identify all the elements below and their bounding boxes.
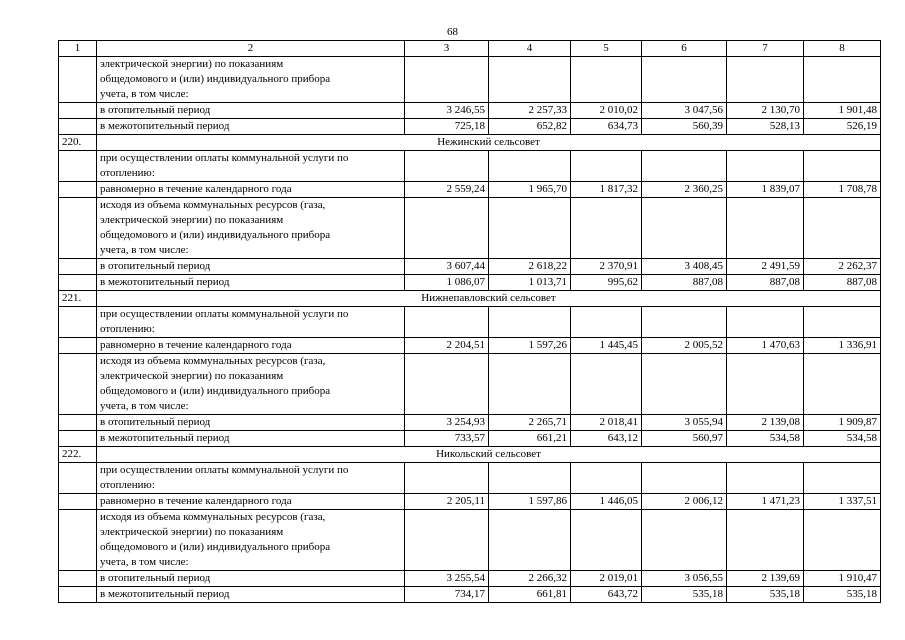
empty-cell	[727, 151, 804, 182]
empty-cell	[727, 510, 804, 571]
index-cell	[59, 57, 97, 103]
empty-cell	[489, 57, 571, 103]
description-line: общедомового и (или) индивидуального прибора	[100, 229, 331, 241]
index-cell	[59, 338, 97, 354]
index-cell	[59, 463, 97, 494]
empty-cell	[405, 307, 489, 338]
value-cell: 1 470,63	[727, 338, 804, 354]
index-cell	[59, 510, 97, 571]
value-cell: 535,18	[642, 587, 727, 603]
value-cell: 725,18	[405, 119, 489, 135]
row-label: в межотопительный период	[97, 431, 405, 447]
description-line: учета, в том числе:	[100, 244, 189, 256]
value-cell: 1 013,71	[489, 275, 571, 291]
description-cell	[97, 198, 405, 259]
description-line: общедомового и (или) индивидуального прибора	[100, 73, 331, 85]
index-cell	[59, 198, 97, 259]
column-header: 4	[489, 41, 571, 57]
value-cell: 2 006,12	[642, 494, 727, 510]
table-row	[59, 415, 881, 431]
row-label: равномерно в течение календарного года	[97, 338, 405, 354]
index-cell	[59, 119, 97, 135]
empty-cell	[489, 463, 571, 494]
empty-cell	[727, 57, 804, 103]
value-cell: 3 056,55	[642, 571, 727, 587]
value-cell: 1 901,48	[804, 103, 881, 119]
empty-cell	[571, 463, 642, 494]
value-cell: 3 255,54	[405, 571, 489, 587]
empty-cell	[489, 307, 571, 338]
table-row	[59, 259, 881, 275]
table-row	[59, 571, 881, 587]
index-cell	[59, 587, 97, 603]
row-label: в отопительный период	[97, 259, 405, 275]
value-cell: 1 965,70	[489, 182, 571, 198]
table-row	[59, 431, 881, 447]
value-cell: 560,39	[642, 119, 727, 135]
table-row	[59, 275, 881, 291]
value-cell: 1 910,47	[804, 571, 881, 587]
value-cell: 1 337,51	[804, 494, 881, 510]
value-cell: 887,08	[727, 275, 804, 291]
header-row	[59, 41, 881, 57]
value-cell: 2 139,69	[727, 571, 804, 587]
row-label: в межотопительный период	[97, 275, 405, 291]
section-row	[59, 135, 881, 151]
column-header: 7	[727, 41, 804, 57]
value-cell: 2 005,52	[642, 338, 727, 354]
table-row	[59, 354, 881, 415]
index-cell	[59, 103, 97, 119]
index-cell	[59, 494, 97, 510]
empty-cell	[642, 463, 727, 494]
empty-cell	[642, 307, 727, 338]
value-cell: 2 205,11	[405, 494, 489, 510]
value-cell: 2 265,71	[489, 415, 571, 431]
description-line: учета, в том числе:	[100, 556, 189, 568]
description-line: электрической энергии) по показаниям	[100, 370, 284, 382]
row-label: в отопительный период	[97, 415, 405, 431]
column-header: 6	[642, 41, 727, 57]
value-cell: 2 491,59	[727, 259, 804, 275]
index-cell	[59, 182, 97, 198]
description-line: исходя из объема коммунальных ресурсов (газа,	[100, 355, 326, 367]
value-cell: 534,58	[804, 431, 881, 447]
value-cell: 3 246,55	[405, 103, 489, 119]
value-cell: 3 607,44	[405, 259, 489, 275]
empty-cell	[489, 354, 571, 415]
description-cell	[97, 510, 405, 571]
index-cell	[59, 259, 97, 275]
empty-cell	[804, 354, 881, 415]
empty-cell	[804, 198, 881, 259]
table-row	[59, 307, 881, 338]
description-line: учета, в том числе:	[100, 88, 189, 100]
empty-cell	[642, 57, 727, 103]
table-body	[59, 41, 881, 603]
value-cell: 661,21	[489, 431, 571, 447]
value-cell: 2 262,37	[804, 259, 881, 275]
row-label: в отопительный период	[97, 571, 405, 587]
empty-cell	[804, 307, 881, 338]
empty-cell	[489, 510, 571, 571]
description-line: отоплению:	[100, 323, 155, 335]
empty-cell	[642, 510, 727, 571]
column-header: 1	[59, 41, 97, 57]
row-label: в межотопительный период	[97, 587, 405, 603]
empty-cell	[727, 354, 804, 415]
value-cell: 643,72	[571, 587, 642, 603]
value-cell: 1 708,78	[804, 182, 881, 198]
description-line: при осуществлении оплаты коммунальной услуги по	[100, 152, 349, 164]
table-row	[59, 463, 881, 494]
empty-cell	[571, 510, 642, 571]
description-line: электрической энергии) по показаниям	[100, 58, 284, 70]
empty-cell	[727, 198, 804, 259]
row-index: 222.	[59, 447, 97, 463]
column-header: 3	[405, 41, 489, 57]
empty-cell	[804, 510, 881, 571]
description-line: электрической энергии) по показаниям	[100, 214, 284, 226]
table-row	[59, 103, 881, 119]
value-cell: 526,19	[804, 119, 881, 135]
section-row	[59, 291, 881, 307]
description-line: отоплению:	[100, 479, 155, 491]
value-cell: 1 086,07	[405, 275, 489, 291]
value-cell: 2 019,01	[571, 571, 642, 587]
value-cell: 2 139,08	[727, 415, 804, 431]
value-cell: 2 018,41	[571, 415, 642, 431]
index-cell	[59, 151, 97, 182]
empty-cell	[571, 57, 642, 103]
value-cell: 2 370,91	[571, 259, 642, 275]
description-cell	[97, 354, 405, 415]
empty-cell	[571, 307, 642, 338]
empty-cell	[405, 510, 489, 571]
value-cell: 534,58	[727, 431, 804, 447]
row-label: в межотопительный период	[97, 119, 405, 135]
description-line: общедомового и (или) индивидуального прибора	[100, 385, 331, 397]
value-cell: 3 047,56	[642, 103, 727, 119]
page-number: 68	[447, 26, 458, 38]
value-cell: 661,81	[489, 587, 571, 603]
value-cell: 652,82	[489, 119, 571, 135]
value-cell: 3 408,45	[642, 259, 727, 275]
row-label: равномерно в течение календарного года	[97, 182, 405, 198]
empty-cell	[642, 151, 727, 182]
value-cell: 634,73	[571, 119, 642, 135]
table-row	[59, 57, 881, 103]
value-cell: 733,57	[405, 431, 489, 447]
value-cell: 1 446,05	[571, 494, 642, 510]
table-row	[59, 338, 881, 354]
empty-cell	[804, 151, 881, 182]
column-header: 5	[571, 41, 642, 57]
value-cell: 887,08	[804, 275, 881, 291]
description-line: при осуществлении оплаты коммунальной услуги по	[100, 308, 349, 320]
description-cell	[97, 151, 405, 182]
section-title: Нежинский сельсовет	[97, 135, 881, 151]
column-header: 2	[97, 41, 405, 57]
index-cell	[59, 415, 97, 431]
value-cell: 1 471,23	[727, 494, 804, 510]
description-line: отоплению:	[100, 167, 155, 179]
column-header: 8	[804, 41, 881, 57]
value-cell: 1 445,45	[571, 338, 642, 354]
table-row	[59, 198, 881, 259]
value-cell: 535,18	[727, 587, 804, 603]
value-cell: 560,97	[642, 431, 727, 447]
index-cell	[59, 275, 97, 291]
value-cell: 643,12	[571, 431, 642, 447]
value-cell: 1 839,07	[727, 182, 804, 198]
row-index: 220.	[59, 135, 97, 151]
description-cell	[97, 307, 405, 338]
empty-cell	[405, 463, 489, 494]
value-cell: 995,62	[571, 275, 642, 291]
value-cell: 2 266,32	[489, 571, 571, 587]
empty-cell	[804, 463, 881, 494]
description-cell	[97, 57, 405, 103]
description-line: при осуществлении оплаты коммунальной услуги по	[100, 464, 349, 476]
value-cell: 2 010,02	[571, 103, 642, 119]
empty-cell	[405, 354, 489, 415]
description-line: электрической энергии) по показаниям	[100, 526, 284, 538]
value-cell: 1 817,32	[571, 182, 642, 198]
value-cell: 3 254,93	[405, 415, 489, 431]
index-cell	[59, 307, 97, 338]
table-row	[59, 182, 881, 198]
value-cell: 887,08	[642, 275, 727, 291]
value-cell: 535,18	[804, 587, 881, 603]
empty-cell	[571, 354, 642, 415]
description-line: общедомового и (или) индивидуального прибора	[100, 541, 331, 553]
empty-cell	[571, 151, 642, 182]
value-cell: 2 204,51	[405, 338, 489, 354]
value-cell: 2 360,25	[642, 182, 727, 198]
table-row	[59, 494, 881, 510]
table-row	[59, 587, 881, 603]
empty-cell	[642, 354, 727, 415]
section-title: Никольский сельсовет	[97, 447, 881, 463]
table-row	[59, 119, 881, 135]
empty-cell	[405, 198, 489, 259]
value-cell: 2 257,33	[489, 103, 571, 119]
value-cell: 528,13	[727, 119, 804, 135]
value-cell: 1 909,87	[804, 415, 881, 431]
empty-cell	[489, 198, 571, 259]
row-index: 221.	[59, 291, 97, 307]
empty-cell	[727, 463, 804, 494]
empty-cell	[642, 198, 727, 259]
value-cell: 1 597,86	[489, 494, 571, 510]
description-line: исходя из объема коммунальных ресурсов (газа,	[100, 511, 326, 523]
description-cell	[97, 463, 405, 494]
empty-cell	[727, 307, 804, 338]
section-title: Нижнепавловский сельсовет	[97, 291, 881, 307]
tariff-table	[58, 40, 881, 603]
empty-cell	[571, 198, 642, 259]
value-cell: 2 559,24	[405, 182, 489, 198]
value-cell: 3 055,94	[642, 415, 727, 431]
empty-cell	[405, 151, 489, 182]
value-cell: 1 597,26	[489, 338, 571, 354]
row-label: в отопительный период	[97, 103, 405, 119]
description-line: учета, в том числе:	[100, 400, 189, 412]
section-row	[59, 447, 881, 463]
description-line: исходя из объема коммунальных ресурсов (газа,	[100, 199, 326, 211]
row-label: равномерно в течение календарного года	[97, 494, 405, 510]
value-cell: 2 130,70	[727, 103, 804, 119]
value-cell: 2 618,22	[489, 259, 571, 275]
value-cell: 734,17	[405, 587, 489, 603]
index-cell	[59, 354, 97, 415]
empty-cell	[804, 57, 881, 103]
empty-cell	[489, 151, 571, 182]
table-row	[59, 151, 881, 182]
value-cell: 1 336,91	[804, 338, 881, 354]
index-cell	[59, 571, 97, 587]
empty-cell	[405, 57, 489, 103]
index-cell	[59, 431, 97, 447]
table-row	[59, 510, 881, 571]
